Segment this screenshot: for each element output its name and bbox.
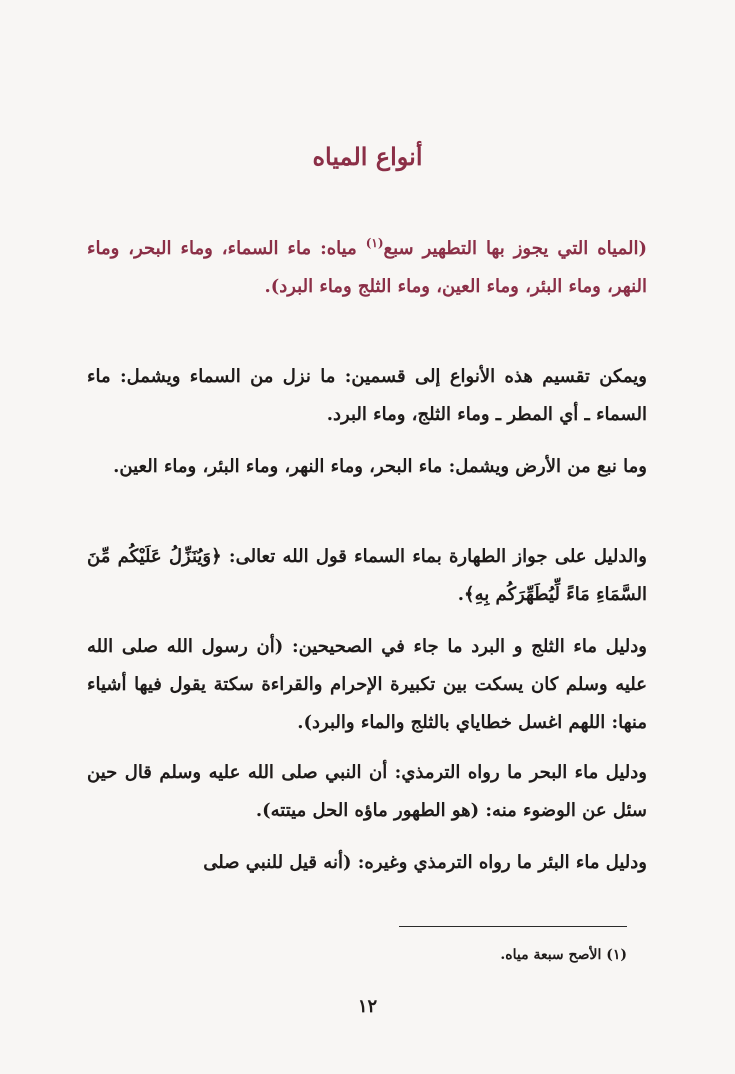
matn-text-part-1: (المياه التي يجوز بها التطهير سبع	[383, 238, 647, 259]
paragraph-well-evidence: ودليل ماء البئر ما رواه الترمذي وغيره: (أنه قيل للنبي صلى	[203, 852, 647, 873]
page-title: أنواع المياه	[312, 142, 423, 171]
paragraph-ground-water: وما نبع من الأرض ويشمل: ماء البحر، وماء النهر، وماء البئر، وماء العين.	[113, 456, 647, 477]
quoted-matn-paragraph	[87, 230, 647, 306]
paragraph-snow-hail-evidence: ودليل ماء الثلج و البرد ما جاء في الصحيحين: (أن رسول الله صلى الله عليه وسلم كان يسكت بين تكبيرة الإحرام والقراءة سكتة يقول فيها أشياء منها: اللهم اغسل خطاياي بالثلج والماء والبرد).	[87, 636, 647, 733]
paragraph-sea-evidence: ودليل ماء البحر ما رواه الترمذي: أن النبي صلى الله عليه وسلم قال حين سئل عن الوضوء منه: (هو الطهور ماؤه الحل ميتته).	[87, 762, 647, 821]
paragraph-classification: ويمكن تقسيم هذه الأنواع إلى قسمين: ما نزل من السماء ويشمل: ماء السماء ـ أي المطر ـ وماء الثلج، وماء البرد.	[87, 366, 647, 425]
matn-text-part-2: مياه: ماء السماء، وماء البحر، وماء النهر، وماء البئر، وماء العين، وماء الثلج وماء البرد).	[87, 238, 647, 297]
footnote-divider	[399, 926, 627, 927]
footnote-marker: (١)	[365, 236, 384, 250]
page-number: ١٢	[357, 996, 378, 1017]
paragraph-rain-evidence: والدليل على جواز الطهارة بماء السماء قول الله تعالى: ﴿وَيُنَزِّلُ عَلَيْكُم مِّنَ السَّمَاءِ مَاءً لِّيُطَهِّرَكُم بِهِ﴾.	[87, 546, 647, 605]
footnote-text: (١) الأصح سبعة مياه.	[500, 947, 627, 963]
